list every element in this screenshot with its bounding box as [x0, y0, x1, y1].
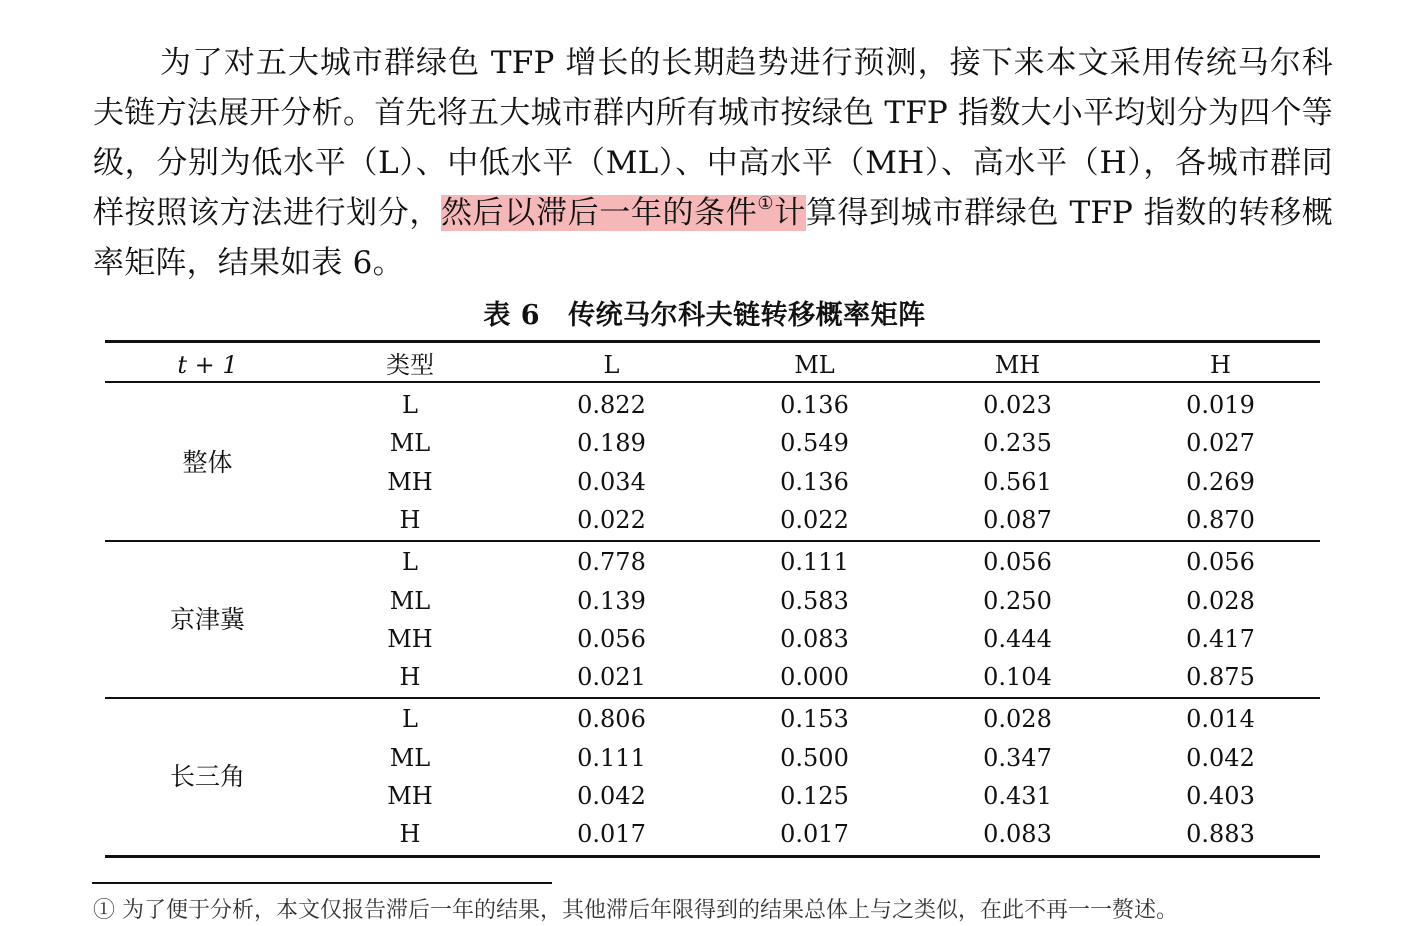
value-cell: 0.019 [1186, 391, 1255, 419]
value-cell: 0.087 [983, 505, 1052, 534]
value-cell: 0.021 [577, 663, 646, 692]
value-cell: 0.028 [1186, 586, 1255, 615]
row-type-cell: MH [387, 624, 433, 653]
value-cell: 0.022 [780, 505, 849, 534]
body-paragraph [93, 38, 1333, 288]
value-cell: 0.583 [780, 586, 849, 615]
row-type-cell: ML [389, 429, 431, 458]
value-cell: 0.153 [780, 705, 849, 734]
row-type-cell: L [402, 391, 418, 419]
paragraph-text-part1: 为了对五大城市群绿色 TFP 增长的长期趋势进行预测，接下来本文采用传统马尔科夫链方法展开分析。首先将五大城市群内所有城市按绿色 TFP 指数大小平均划分为四个等级，分别为低水平（L）、中低水平（ML）、中高水平（MH）、高水平（H），各城市群同样按照该方法进行划分， [93, 45, 1333, 231]
row-type-cell: MH [387, 782, 433, 810]
row-type-cell: L [402, 548, 418, 577]
header-cell: ML [794, 351, 835, 379]
highlighted-text-tail: 计 [774, 195, 806, 231]
value-cell: 0.083 [780, 624, 849, 653]
value-cell: 0.870 [1186, 505, 1255, 534]
row-type-cell: MH [387, 467, 433, 496]
group-divider-rule [105, 540, 1320, 542]
value-cell: 0.000 [780, 663, 849, 692]
row-type-cell: H [399, 505, 421, 534]
table-caption-title: 传统马尔科夫链转移概率矩阵 [568, 300, 926, 331]
group-label: 长三角 [169, 762, 245, 791]
value-cell: 0.189 [577, 429, 646, 458]
group-label: 整体 [182, 447, 233, 477]
group-divider-rule [105, 697, 1320, 699]
header-cell: MH [994, 351, 1041, 379]
header-cell: L [603, 351, 620, 379]
value-cell: 0.444 [983, 624, 1052, 653]
value-cell: 0.235 [983, 429, 1052, 458]
value-cell: 0.056 [1186, 548, 1255, 577]
paragraph-text-part2: 算得到城市群绿色 TFP 指数的转移概率矩阵，结果如表 6。 [93, 195, 1333, 281]
value-cell: 0.042 [577, 782, 646, 810]
value-cell: 0.125 [780, 782, 849, 810]
value-cell: 0.875 [1186, 663, 1255, 692]
table-caption-number: 表 6 [483, 300, 541, 331]
value-cell: 0.111 [780, 548, 849, 577]
footnote-divider [92, 882, 552, 884]
value-cell: 0.056 [983, 548, 1052, 577]
table-top-rule [105, 340, 1320, 343]
highlighted-text[interactable] [441, 195, 806, 231]
value-cell: 0.083 [983, 820, 1052, 849]
table-caption [0, 296, 1409, 336]
header-cell: t + 1 [177, 351, 238, 379]
value-cell: 0.027 [1186, 429, 1255, 458]
value-cell: 0.778 [577, 548, 646, 577]
value-cell: 0.139 [577, 586, 646, 615]
value-cell: 0.136 [780, 467, 849, 496]
value-cell: 0.549 [780, 429, 849, 458]
value-cell: 0.347 [983, 743, 1052, 772]
row-type-cell: ML [389, 743, 431, 772]
value-cell: 0.250 [983, 586, 1052, 615]
value-cell: 0.431 [983, 782, 1052, 810]
value-cell: 0.269 [1186, 467, 1255, 496]
value-cell: 0.042 [1186, 743, 1255, 772]
value-cell: 0.104 [983, 663, 1052, 692]
table-bottom-rule [105, 855, 1320, 858]
footnote-text: ① 为了便于分析，本文仅报告滞后一年的结果，其他滞后年限得到的结果总体上与之类似，在此不再一一赘述。 [93, 898, 1178, 923]
value-cell: 0.023 [983, 391, 1052, 419]
value-cell: 0.822 [577, 391, 646, 419]
header-cell: H [1210, 351, 1231, 379]
value-cell: 0.028 [983, 705, 1052, 734]
row-type-cell: H [399, 820, 421, 849]
value-cell: 0.014 [1186, 705, 1255, 734]
row-type-cell: ML [389, 586, 431, 615]
row-type-cell: H [399, 663, 421, 692]
header-cell: 类型 [386, 351, 434, 379]
value-cell: 0.022 [577, 505, 646, 534]
value-cell: 0.017 [577, 820, 646, 849]
footnote-marker[interactable]: ① [757, 193, 775, 214]
value-cell: 0.111 [577, 743, 646, 772]
value-cell: 0.056 [577, 624, 646, 653]
value-cell: 0.806 [577, 705, 646, 734]
value-cell: 0.500 [780, 743, 849, 772]
value-cell: 0.017 [780, 820, 849, 849]
row-type-cell: L [402, 705, 418, 734]
value-cell: 0.417 [1186, 624, 1255, 653]
highlighted-text-main: 然后以滞后一年的条件 [441, 195, 758, 231]
value-cell: 0.136 [780, 391, 849, 419]
value-cell: 0.883 [1186, 820, 1255, 849]
value-cell: 0.403 [1186, 782, 1255, 810]
value-cell: 0.034 [577, 467, 646, 496]
value-cell: 0.561 [983, 467, 1052, 496]
group-label: 京津冀 [169, 604, 245, 634]
